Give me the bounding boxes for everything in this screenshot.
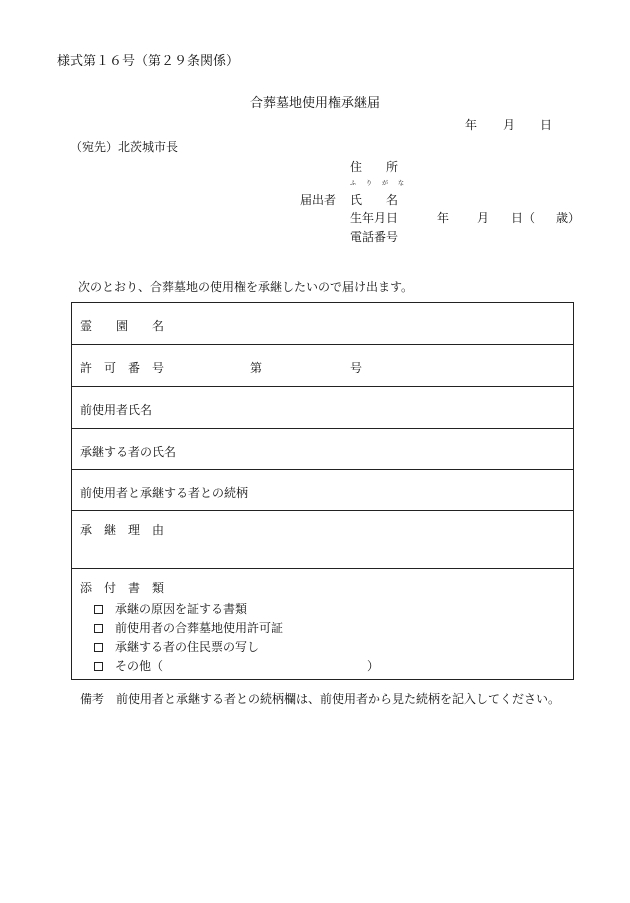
attachment-item[interactable] xyxy=(94,619,283,636)
birth-day-label: 日（ xyxy=(511,211,536,225)
attachment-label: 承継する者の住民票の写し xyxy=(115,640,260,654)
permit-go-label: 号 xyxy=(350,361,363,375)
date-day-label: 日 xyxy=(540,118,553,132)
address-label: 住 所 xyxy=(350,160,399,174)
furigana-label: ふ り が な xyxy=(350,180,407,187)
successor-name-row[interactable] xyxy=(72,429,573,470)
previous-user-label: 前使用者氏名 xyxy=(80,403,153,417)
cemetery-name-row[interactable] xyxy=(72,303,573,345)
relationship-label: 前使用者と承継する者との続柄 xyxy=(80,486,249,500)
checkbox-icon[interactable] xyxy=(94,643,103,652)
birth-year-label: 年 xyxy=(437,211,450,225)
permit-dai-label: 第 xyxy=(250,361,263,375)
name-label: 氏 名 xyxy=(350,193,399,207)
permit-number-label: 許 可 番 号 xyxy=(80,361,165,375)
attachments-label: 添 付 書 類 xyxy=(80,581,165,595)
successor-name-label: 承継する者の氏名 xyxy=(80,445,177,459)
permit-number-row[interactable] xyxy=(72,345,573,387)
checkbox-icon[interactable] xyxy=(94,662,103,671)
phone-label: 電話番号 xyxy=(350,230,399,244)
form-number: 様式第１６号（第２９条関係） xyxy=(57,54,240,69)
form-title: 合葬墓地使用権承継届 xyxy=(249,96,380,111)
attachments-row xyxy=(72,569,573,681)
attachment-item[interactable] xyxy=(94,600,247,617)
attachment-item[interactable] xyxy=(94,638,259,655)
intro-text: 次のとおり、合葬墓地の使用権を承継したいので届け出ます。 xyxy=(78,280,414,294)
applicant-label: 届出者 xyxy=(300,193,337,207)
addressee: （宛先）北茨城市長 xyxy=(70,140,179,154)
reason-row[interactable] xyxy=(72,511,573,569)
checkbox-icon[interactable] xyxy=(94,605,103,614)
date-year-label: 年 xyxy=(465,118,478,132)
relationship-row[interactable] xyxy=(72,470,573,511)
attachment-label: 前使用者の合葬墓地使用許可証 xyxy=(115,621,284,635)
birth-month-label: 月 xyxy=(477,211,490,225)
attachment-label: 承継の原因を証する書類 xyxy=(115,602,248,616)
remarks-note: 備考 前使用者と承継する者との続柄欄は、前使用者から見た続柄を記入してください。 xyxy=(80,692,561,706)
application-table xyxy=(71,302,574,680)
attachment-label: その他（ ） xyxy=(115,659,380,673)
attachment-item[interactable] xyxy=(94,657,379,674)
date-month-label: 月 xyxy=(503,118,516,132)
reason-label: 承 継 理 由 xyxy=(80,523,165,537)
checkbox-icon[interactable] xyxy=(94,624,103,633)
cemetery-name-label: 霊 園 名 xyxy=(80,319,165,333)
age-label: 歳） xyxy=(556,211,581,225)
birthdate-label: 生年月日 xyxy=(350,211,399,225)
previous-user-row[interactable] xyxy=(72,387,573,429)
